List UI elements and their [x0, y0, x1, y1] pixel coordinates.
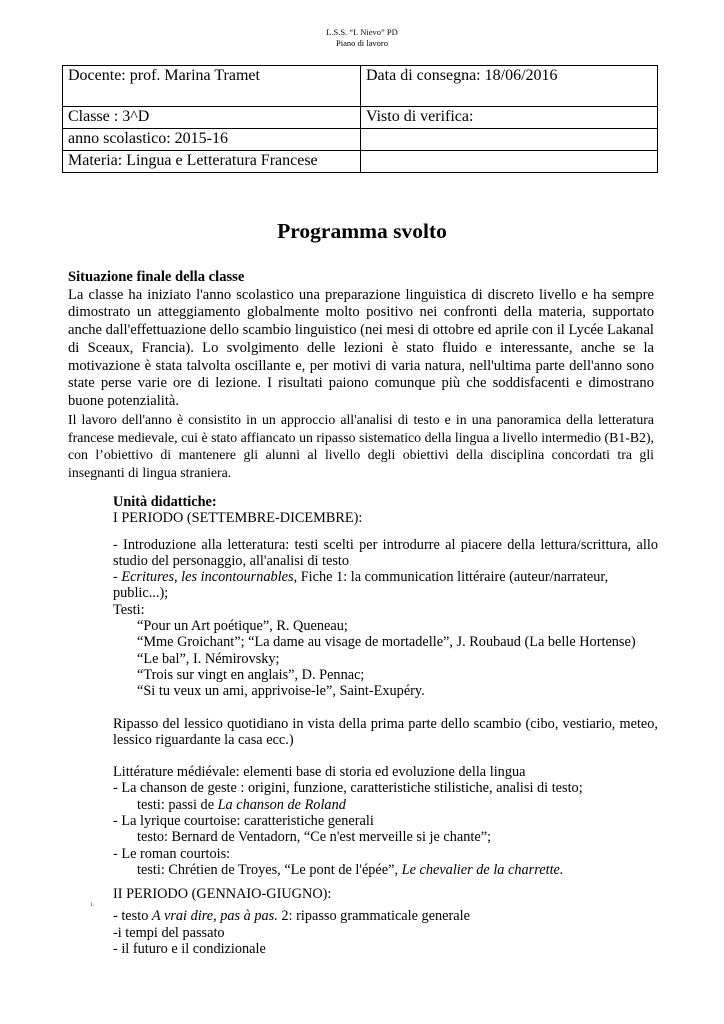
- anno-cell: anno scolastico: 2015-16: [63, 129, 361, 151]
- futuro-item: - il futuro e il condizionale: [113, 940, 266, 957]
- testo-item: - testo A vrai dire, pas à pas. 2: ripasso grammaticale generale: [113, 908, 470, 925]
- roman-item: - Le roman courtois:: [113, 845, 231, 862]
- lavoro-paragraph: Il lavoro dell'anno è consistito in un approccio all'analisi di testo e in una panoramica della letteratura francese medievale, cui è stato affiancato un ripasso sistematico della lingua a livello intermedio (B1-B2), con l’obiettivo di mantenere gli alunni al livello degli obiettivi della disciplina concordati tra gli insegnanti di lingua straniera.: [68, 412, 654, 481]
- periodo2-section: [113, 886, 658, 957]
- footnote-marker: 1.: [90, 903, 94, 908]
- ripasso-item: Ripasso del lessico quotidiano in vista della prima parte dello scambio (cibo, vestiario, meteo, lessico riguardante la casa ecc.): [113, 715, 658, 748]
- ecritures-title: Ecritures, les incontournables: [121, 569, 294, 586]
- lyrique-item: - La lyrique courtoise: caratteristiche generali: [113, 813, 374, 830]
- info-table: [62, 65, 658, 173]
- chanson-item: - La chanson de geste : origini, funzione, caratteristiche stilistiche, analisi di testo;: [113, 780, 583, 797]
- testi-label: Testi:: [113, 601, 145, 618]
- docente-cell: Docente: prof. Marina Tramet: [63, 66, 361, 107]
- lyrique-testo: testo: Bernard de Ventadorn, “Ce n'est merveille si je chante”;: [137, 829, 492, 846]
- testi-item: “Pour un Art poétique”, R. Queneau;: [137, 618, 348, 635]
- testi-item: “Trois sur vingt en anglais”, D. Pennac;: [137, 666, 365, 683]
- situazione-heading: Situazione finale della classe: [68, 269, 245, 285]
- ecritures-item: - Ecritures, les incontournables, Fiche 1: la communication littéraire (auteur/narrateur, public...);: [113, 569, 609, 602]
- empty-cell: [361, 151, 658, 173]
- classe-cell: Classe : 3^D: [63, 107, 361, 129]
- header-subtitle: Piano di lavoro: [336, 38, 388, 48]
- empty-cell: [361, 129, 658, 151]
- intro-item: - Introduzione alla letteratura: testi scelti per introdurre al piacere della lettura/scrittura, allo studio del personaggio, all'analisi di testo: [113, 536, 658, 569]
- periodo2-heading: II PERIODO (GENNAIO-GIUGNO):: [113, 886, 332, 902]
- medievale-item: Littérature médiévale: elementi base di storia ed evoluzione della lingua: [113, 764, 526, 781]
- testi-item: “Mme Groichant”; “La dame au visage de mortadelle”, J. Roubaud (La belle Hortense): [137, 634, 636, 651]
- unita-section: [113, 494, 658, 878]
- visto-cell: Visto di verifica:: [361, 107, 658, 129]
- roman-testi: testi: Chrétien de Troyes, “Le pont de l'épée”, Le chevalier de la charrette.: [137, 861, 564, 878]
- situazione-section: [68, 269, 654, 411]
- testi-item: “Le bal”, I. Némirovsky;: [137, 650, 280, 667]
- data-consegna-cell: Data di consegna: 18/06/2016: [361, 66, 658, 107]
- header-school: L.S.S. “I. Nievo” PD: [326, 27, 398, 37]
- chanson-testi: testi: passi de La chanson de Roland: [137, 796, 346, 813]
- page-title: Programma svolto: [277, 219, 447, 243]
- periodo1-heading: I PERIODO (SETTEMBRE-DICEMBRE):: [113, 510, 363, 527]
- page-header: [0, 27, 724, 49]
- testi-item: “Si tu veux un ami, apprivoise-le”, Saint-Exupéry.: [137, 683, 425, 700]
- tempi-item: -i tempi del passato: [113, 924, 225, 941]
- unita-heading: Unità didattiche:: [113, 494, 217, 510]
- situazione-text: La classe ha iniziato l'anno scolastico una preparazione linguistica di discreto livello e ha sempre dimostrato un atteggiamento globalmente molto positivo nei confronti della materia, supportato anche dall'effettuazione dello scambio linguistico (nei mesi di ottobre ed aprile con il Lycée Lakanal di Sceaux, Francia). Lo svolgimento delle lezioni è stato fluido e interessante, anche se la motivazione è stata talvolta oscillante e, per motivi di varia natura, nell'ultima parte dell'anno sono state perse varie ore di lezione. I risultati paiono comunque più che soddisfacenti e dimostrano buone potenzialità.: [68, 286, 654, 409]
- materia-cell: Materia: Lingua e Letteratura Francese: [63, 151, 361, 173]
